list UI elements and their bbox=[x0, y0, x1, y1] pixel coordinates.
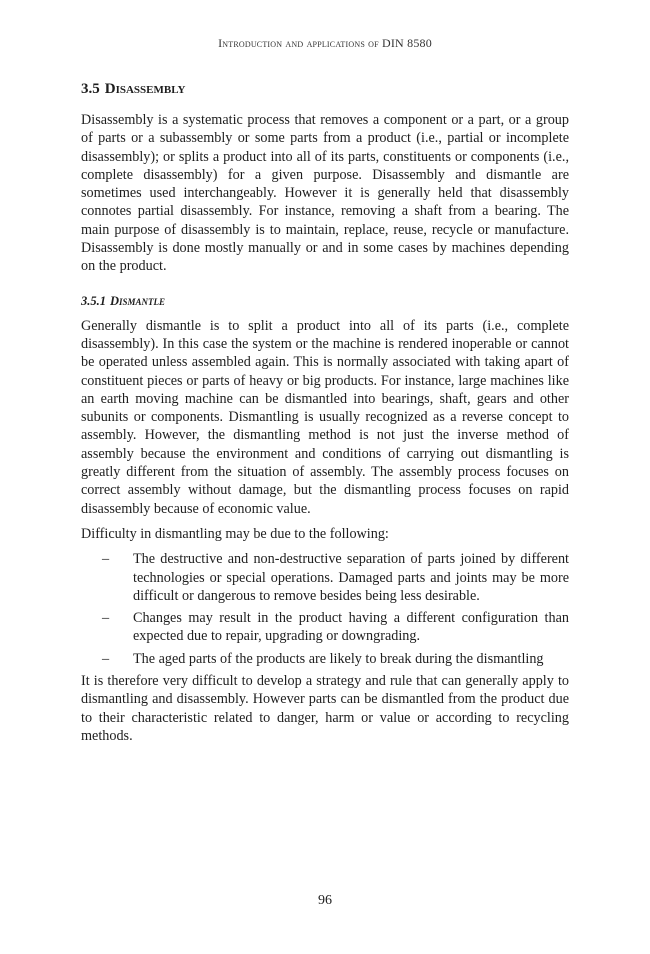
list-item-text: Changes may result in the product having a different configuration than expected due to repair, upgrading or downgrading. bbox=[133, 610, 569, 645]
running-head: Introduction and applications of DIN 8580 bbox=[218, 36, 432, 50]
list-dash: – bbox=[102, 610, 110, 627]
section-title: Disassembly bbox=[104, 81, 186, 97]
subsection-paragraph-1: Generally dismantle is to split a product into all of its parts (i.e., complete disassembly). In this case the system or the machine is rendered inoperable or cannot be operated unless assembled again. This is normally associated with taking apart of constituent pieces or parts of heavy or big products. For instance, large machines like an earth moving machine can be dismantled into bearings, shaft, gears and other subunits or components. Dismantling is usually recognized as a reverse concept to assembly. However, the dismantling method is not just the inverse method of assembly because the environment and conditions of carrying out dismantling is greatly different from the situation of assembly. The assembly process focuses on correct assembly without damage, but the dismantling process focuses on rapid disassembly because of economic value. bbox=[81, 317, 569, 517]
list-item-text: The aged parts of the products are likely to break during the dismantling bbox=[133, 650, 544, 667]
subsection-heading bbox=[81, 293, 569, 309]
difficulty-list bbox=[81, 550, 569, 668]
list-item bbox=[102, 550, 569, 605]
section-number: 3.5 bbox=[81, 81, 100, 97]
section-paragraph: Disassembly is a systematic process that removes a component or a part, or a group of parts or a subassembly or some parts from a product (i.e., partial or incomplete disassembly); or splits a product into all of its parts, constituents or components (i.e., complete disassembly) for a given purpose. Disassembly and dismantle are sometimes used interchangeably. However it is generally held that disassembly connotes partial disassembly. For instance, removing a shaft from a bearing. The main purpose of disassembly is to maintain, replace, reuse, recycle or manufacture. Disassembly is done mostly manually or and in some cases by machines depending on the product. bbox=[81, 112, 569, 275]
subsection-number: 3.5.1 bbox=[81, 293, 106, 308]
subsection-paragraph-3: It is therefore very difficult to develop a strategy and rule that can generally apply to dismantling and disassembly. However parts can be dismantled from the product due to their characteristic related to danger, harm or value or according to recycling methods. bbox=[81, 673, 569, 744]
list-dash: – bbox=[102, 650, 110, 667]
list-dash: – bbox=[102, 551, 110, 568]
subsection-paragraph-2: Difficulty in dismantling may be due to the following: bbox=[81, 525, 389, 542]
list-item bbox=[102, 609, 569, 646]
section-heading bbox=[81, 80, 569, 98]
list-item bbox=[102, 650, 569, 668]
page-content bbox=[81, 80, 569, 745]
page-number: 96 bbox=[318, 893, 332, 908]
list-item-text: The destructive and non-destructive separation of parts joined by different technologies or special operations. Damaged parts and joints may be more difficult or dangerous to remove besides being less desirable. bbox=[133, 551, 569, 604]
subsection-title: Dismantle bbox=[110, 293, 166, 308]
